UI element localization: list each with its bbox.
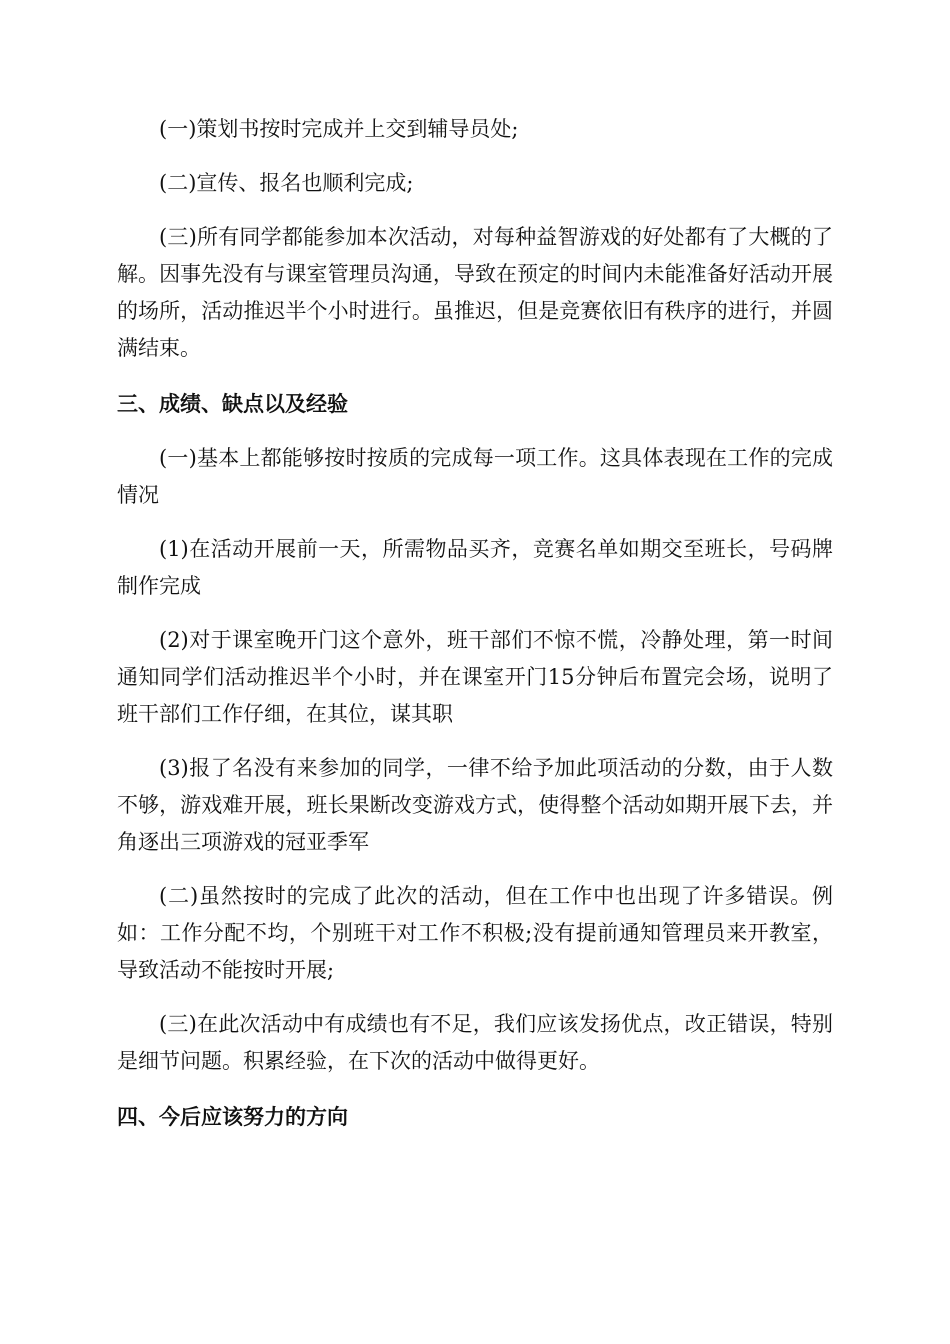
paragraph-publicity-done: (二)宣传、报名也顺利完成;	[159, 171, 414, 195]
paragraph-mistakes: (二)虽然按时的完成了此次的活动，但在工作中也出现了许多错误。例如：工作分配不均，个别班干对工作不积极;没有提前通知管理员来开教室，导致活动不能按时开展;	[117, 884, 833, 982]
paragraph-all-participated: (三)所有同学都能参加本次活动，对每种益智游戏的好处都有了大概的了解。因事先没有与课室管理员沟通，导致在预定的时间内未能准备好活动开展的场所，活动推迟半个小时进行。虽推迟，但是竞赛依旧有秩序的进行，并圆满结束。	[117, 225, 833, 360]
section-heading-results: 三、成绩、缺点以及经验	[117, 392, 348, 416]
paragraph-lessons: (三)在此次活动中有成绩也有不足，我们应该发扬优点，改正错误，特别是细节问题。积累经验，在下次的活动中做得更好。	[117, 1012, 833, 1073]
paragraph-item-2: (2)对于课室晚开门这个意外，班干部们不惊不慌，冷静处理，第一时间通知同学们活动推迟半个小时，并在课室开门15分钟后布置完会场，说明了班干部们工作仔细，在其位，谋其职	[117, 628, 833, 726]
paragraph-on-time: (一)基本上都能够按时按质的完成每一项工作。这具体表现在工作的完成情况	[117, 446, 833, 507]
document-body	[117, 111, 833, 1136]
paragraph-plan-submitted: (一)策划书按时完成并上交到辅导员处;	[159, 117, 519, 141]
section-heading-future: 四、今后应该努力的方向	[117, 1105, 348, 1129]
paragraph-item-3: (3)报了名没有来参加的同学，一律不给予加此项活动的分数，由于人数不够，游戏难开展，班长果断改变游戏方式，使得整个活动如期开展下去，并角逐出三项游戏的冠亚季军	[117, 756, 833, 854]
paragraph-item-1: (1)在活动开展前一天，所需物品买齐，竞赛名单如期交至班长，号码牌制作完成	[117, 537, 833, 598]
